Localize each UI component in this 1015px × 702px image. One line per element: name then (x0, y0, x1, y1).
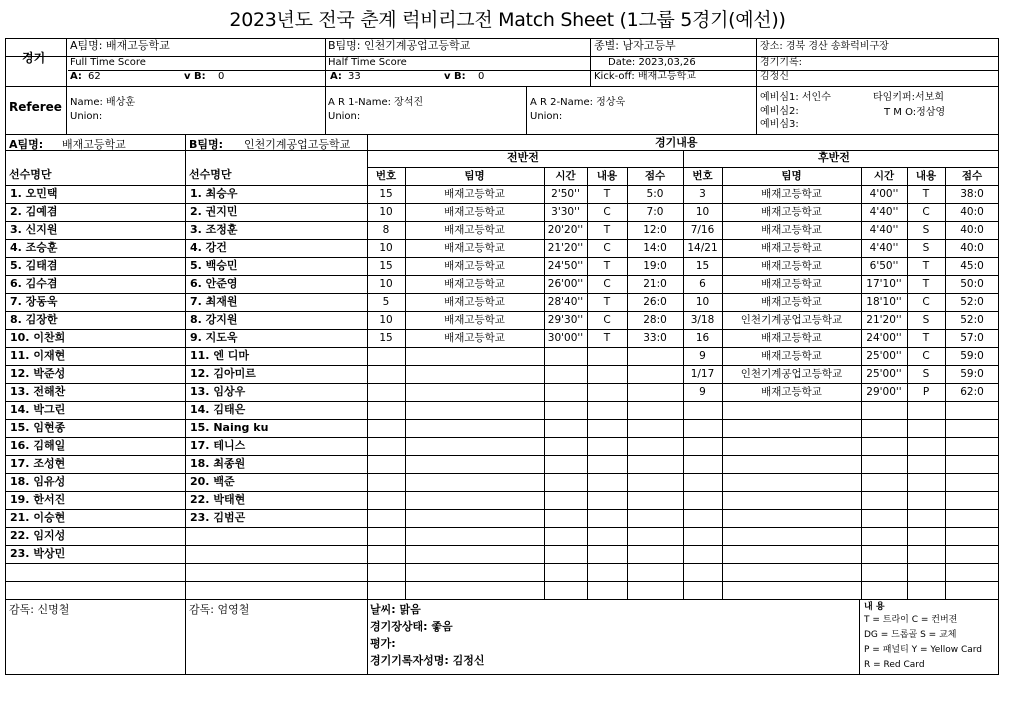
first-half-column-header: 팀명 (464, 170, 485, 182)
second-half-cell: 7/16 (690, 224, 715, 236)
half-score-a: 33 (348, 71, 361, 82)
first-half-cell: 배재고등학교 (444, 188, 505, 200)
player-a: 21. 이승현 (10, 511, 66, 524)
first-half-cell: 5 (382, 296, 390, 308)
second-half-cell: 배재고등학교 (761, 188, 822, 200)
second-half-cell: 3/18 (690, 314, 715, 326)
second-half-cell: 17'10'' (866, 278, 902, 290)
grid-line-h (5, 86, 999, 87)
reserve-referee-2: 예비심2: (760, 106, 799, 117)
first-half-cell: 24'50'' (547, 260, 584, 272)
player-b: 4. 강건 (190, 241, 227, 254)
review: 평가: (370, 637, 396, 650)
full-score-a-label: A: (70, 71, 82, 82)
grid-line-v (756, 38, 757, 134)
first-half-cell: T (603, 332, 611, 344)
second-half-cell: 9 (699, 386, 706, 398)
second-half-cell: 10 (695, 206, 710, 218)
second-half-cell: 57:0 (960, 332, 984, 344)
half-score-b-label: v B: (444, 71, 466, 82)
second-half-cell: 배재고등학교 (761, 260, 822, 272)
second-half-cell: 3 (699, 188, 706, 200)
player-b: 13. 임상우 (190, 385, 246, 398)
half-score-a-label: A: (330, 71, 342, 82)
first-half-cell: T (603, 224, 611, 236)
second-half-cell: 인천기계공업고등학교 (740, 314, 843, 326)
grid-line-h (5, 581, 999, 582)
first-half-cell: 배재고등학교 (444, 278, 505, 290)
player-a: 6. 김수겸 (10, 277, 58, 290)
tmo: T M O:정삼영 (884, 107, 946, 118)
full-score-b: 0 (218, 71, 225, 82)
grid-line-h (5, 599, 999, 600)
first-half-cell: 3'30'' (551, 206, 580, 218)
player-a: 7. 장동욱 (10, 295, 58, 308)
first-half-cell: 33:0 (643, 332, 667, 344)
first-half-cell: 배재고등학교 (444, 260, 505, 272)
first-half-cell: C (603, 206, 611, 218)
second-half-cell: S (922, 368, 930, 380)
grid-line-h (5, 545, 999, 546)
match-date: Date: 2023,03,26 (608, 57, 696, 68)
second-half-cell: S (922, 224, 930, 236)
second-half-cell: 24'00'' (866, 332, 902, 344)
second-half-cell: 배재고등학교 (761, 350, 822, 362)
half-time-label: Half Time Score (328, 57, 407, 68)
player-b: 18. 최종원 (190, 457, 246, 470)
player-b: 9. 지도욱 (190, 331, 238, 344)
grid-line-h (5, 401, 999, 402)
first-half-cell: 배재고등학교 (444, 314, 505, 326)
ar1-union: Union: (328, 111, 361, 122)
first-half-cell: 20'20'' (547, 224, 584, 236)
legend-line-2: DG = 드롭골 S = 교체 (864, 630, 957, 640)
second-half-cell: 배재고등학교 (761, 278, 822, 290)
player-a: 10. 이찬희 (10, 331, 66, 344)
second-half-column-header: 번호 (692, 170, 713, 182)
legend-line-3: P = 패널티 Y = Yellow Card (864, 645, 983, 655)
second-half-cell: 배재고등학교 (761, 296, 822, 308)
player-b: 23. 김범곤 (190, 511, 246, 524)
grid-line-v (66, 38, 67, 134)
legend-title: 내 용 (864, 602, 885, 612)
second-half-header: 후반전 (818, 151, 850, 164)
full-time-label: Full Time Score (70, 57, 146, 68)
first-half-column-header: 번호 (375, 170, 397, 182)
first-half-cell: 28:0 (643, 314, 667, 326)
first-half-cell: T (603, 296, 611, 308)
second-half-cell: 52:0 (960, 314, 984, 326)
player-b: 8. 강지원 (190, 313, 238, 326)
coach-a: 감독: 신명철 (9, 603, 70, 616)
grid-line-h (5, 455, 999, 456)
grid-line-v (185, 134, 186, 675)
category-field: 종별: 남자고등부 (594, 39, 676, 52)
first-half-cell: C (603, 278, 611, 290)
referee-label: Referee (9, 100, 62, 114)
roster-header-b: 선수명단 (189, 168, 232, 181)
reserve-referee-3: 예비심3: (760, 119, 799, 130)
ar2-name: A R 2-Name: 정상욱 (530, 97, 626, 108)
first-half-cell: 8 (382, 224, 390, 236)
second-half-cell: 38:0 (960, 188, 984, 200)
second-half-cell: 배재고등학교 (761, 242, 822, 254)
second-half-cell: 52:0 (960, 296, 984, 308)
second-half-cell: 인천기계공업고등학교 (740, 368, 843, 380)
player-a: 8. 김장한 (10, 313, 58, 326)
player-a: 11. 이재현 (10, 349, 66, 362)
player-a: 17. 조성현 (10, 457, 66, 470)
first-half-cell: 21'20'' (547, 242, 584, 254)
player-b: 14. 김태은 (190, 403, 246, 416)
second-half-cell: 45:0 (960, 260, 984, 272)
first-half-cell: 30'00'' (547, 332, 584, 344)
reserve-referee-1: 예비심1: 서인수 (760, 92, 831, 103)
weather: 날씨: 맑음 (370, 603, 421, 616)
player-b: 12. 김아미르 (190, 367, 256, 380)
second-half-cell: 1/17 (690, 368, 715, 380)
first-half-cell: 배재고등학교 (444, 206, 505, 218)
player-a: 14. 박그린 (10, 403, 66, 416)
second-half-cell: T (922, 260, 930, 272)
grid-line-v (590, 38, 591, 86)
player-a: 1. 오민택 (10, 187, 58, 200)
player-b: 5. 백승민 (190, 259, 238, 272)
first-half-cell: 배재고등학교 (444, 224, 505, 236)
second-half-cell: 29'00'' (866, 386, 902, 398)
team-b-label: B팀명: (189, 138, 224, 151)
player-b: 20. 백준 (190, 475, 235, 488)
legend-line-4: R = Red Card (864, 660, 925, 670)
second-half-cell: S (922, 314, 930, 326)
referee-name: Name: 배상훈 (70, 97, 136, 108)
first-half-cell: 15 (379, 260, 393, 272)
second-half-column-header: 팀명 (781, 170, 802, 182)
grid-line-v (526, 86, 527, 134)
second-half-cell: 15 (695, 260, 710, 272)
venue-field: 장소: 경북 경산 송화럭비구장 (760, 41, 889, 52)
player-a: 5. 김태겸 (10, 259, 58, 272)
recorder-name: 김정신 (760, 71, 789, 82)
first-half-cell: 29'30'' (547, 314, 584, 326)
second-half-cell: 16 (695, 332, 710, 344)
game-label: 경기 (22, 51, 46, 65)
first-half-cell: 10 (379, 314, 393, 326)
first-half-cell: 28'40'' (547, 296, 584, 308)
player-b: 1. 최승우 (190, 187, 238, 200)
player-b: 6. 안준영 (190, 277, 238, 290)
roster-header-a: 선수명단 (9, 168, 52, 181)
grid-line-v (859, 599, 860, 675)
first-half-cell: 12:0 (643, 224, 667, 236)
first-half-cell: 15 (379, 332, 393, 344)
first-half-cell: 배재고등학교 (444, 332, 505, 344)
first-half-cell: 2'50'' (551, 188, 580, 200)
player-a: 3. 신지원 (10, 223, 58, 236)
player-a: 18. 임유성 (10, 475, 66, 488)
first-half-cell: C (603, 314, 611, 326)
grid-line-h (68, 70, 999, 71)
kickoff-field: Kick-off: 배재고등학교 (594, 71, 696, 82)
ar2-union: Union: (530, 111, 563, 122)
second-half-cell: 18'10'' (866, 296, 902, 308)
player-a: 19. 한서진 (10, 493, 66, 506)
team-a-field: A팀명: 배재고등학교 (70, 39, 170, 52)
second-half-cell: 25'00'' (866, 368, 902, 380)
grid-line-v (325, 38, 326, 86)
first-half-cell: 15 (379, 188, 393, 200)
ar1-name: A R 1-Name: 장석진 (328, 97, 424, 108)
first-half-cell: 19:0 (643, 260, 667, 272)
sheet-title: 2023년도 전국 춘계 럭비리그전 Match Sheet (1그룹 5경기(예선)) (229, 9, 786, 31)
full-score-b-label: v B: (184, 71, 206, 82)
full-score-a: 62 (88, 71, 101, 82)
grid-line-h (5, 473, 999, 474)
team-a-label: A팀명: (9, 138, 44, 151)
second-half-column-header: 시간 (873, 170, 895, 182)
second-half-cell: C (922, 206, 930, 218)
grid-line-h (5, 437, 999, 438)
timekeeper: 타임키퍼:서보희 (873, 92, 944, 103)
first-half-cell: T (603, 260, 611, 272)
second-half-cell: 62:0 (960, 386, 984, 398)
player-a: 13. 전해찬 (10, 385, 66, 398)
second-half-cell: 4'40'' (869, 242, 899, 254)
first-half-cell: 7:0 (646, 206, 664, 218)
half-score-b: 0 (478, 71, 485, 82)
second-half-cell: 4'40'' (869, 206, 899, 218)
ground-condition: 경기장상태: 좋음 (370, 620, 453, 633)
first-half-cell: 10 (379, 206, 393, 218)
second-half-cell: 4'40'' (869, 224, 899, 236)
second-half-cell: 6 (699, 278, 706, 290)
recorder-label: 경기기록: (760, 57, 803, 68)
coach-b: 감독: 엄영철 (189, 603, 250, 616)
second-half-cell: T (922, 278, 930, 290)
first-half-cell: 배재고등학교 (444, 296, 505, 308)
player-a: 12. 박준성 (10, 367, 66, 380)
first-half-cell: 10 (379, 242, 393, 254)
grid-line-h (5, 134, 999, 135)
second-half-column-header: 내용 (915, 170, 937, 182)
first-half-cell: T (603, 188, 611, 200)
second-half-cell: 40:0 (960, 206, 984, 218)
second-half-cell: P (922, 386, 930, 398)
second-half-cell: S (922, 242, 930, 254)
second-half-cell: 21'20'' (866, 314, 902, 326)
second-half-cell: 배재고등학교 (761, 206, 822, 218)
first-half-cell: 26'00'' (547, 278, 584, 290)
grid-line-h (5, 491, 999, 492)
player-a: 23. 박상민 (10, 547, 66, 560)
player-a: 16. 김해일 (10, 439, 66, 452)
second-half-cell: 6'50'' (869, 260, 899, 272)
player-b: 2. 권지민 (190, 205, 238, 218)
second-half-cell: T (922, 188, 930, 200)
player-b: 22. 박태현 (190, 493, 246, 506)
player-b: 15. Naing ku (190, 421, 269, 434)
first-half-header: 전반전 (507, 151, 539, 164)
first-half-column-header: 시간 (555, 170, 576, 182)
first-half-cell: 26:0 (643, 296, 667, 308)
second-half-cell: C (922, 350, 930, 362)
player-b: 11. 엔 디마 (190, 349, 250, 362)
grid-line-v (325, 86, 326, 134)
second-half-cell: 40:0 (960, 242, 984, 254)
player-a: 4. 조승훈 (10, 241, 58, 254)
player-b: 17. 테니스 (190, 439, 246, 452)
second-half-cell: 4'00'' (869, 188, 899, 200)
team-b-name: 인천기계공업고등학교 (244, 138, 351, 151)
first-half-cell: 5:0 (646, 188, 664, 200)
grid-line-h (5, 56, 999, 57)
second-half-cell: 배재고등학교 (761, 386, 822, 398)
second-half-cell: T (922, 332, 930, 344)
second-half-cell: 9 (699, 350, 706, 362)
second-half-cell: 25'00'' (866, 350, 902, 362)
player-a: 2. 김예겸 (10, 205, 58, 218)
team-b-field: B팀명: 인천기계공업고등학교 (328, 39, 471, 52)
second-half-cell: 40:0 (960, 224, 984, 236)
first-half-cell: 21:0 (643, 278, 667, 290)
player-a: 22. 임지성 (10, 529, 66, 542)
first-half-cell: C (603, 242, 611, 254)
second-half-cell: 10 (695, 296, 710, 308)
second-half-cell: 50:0 (960, 278, 984, 290)
record-signer: 경기기록자성명: 김정신 (370, 654, 485, 667)
first-half-column-header: 점수 (644, 170, 666, 182)
grid-line-h (5, 563, 999, 564)
second-half-column-header: 점수 (961, 170, 983, 182)
grid-line-h (5, 509, 999, 510)
player-b: 7. 최재원 (190, 295, 238, 308)
second-half-cell: 59:0 (960, 350, 984, 362)
match-section-title: 경기내용 (655, 136, 698, 149)
second-half-cell: 배재고등학교 (761, 224, 822, 236)
referee-union: Union: (70, 111, 103, 122)
first-half-cell: 10 (379, 278, 393, 290)
player-b: 3. 조정훈 (190, 223, 238, 236)
second-half-cell: C (922, 296, 930, 308)
second-half-cell: 14/21 (687, 242, 718, 254)
team-a-name: 배재고등학교 (62, 138, 126, 151)
second-half-cell: 배재고등학교 (761, 332, 822, 344)
first-half-cell: 배재고등학교 (444, 242, 505, 254)
legend-line-1: T = 트라이 C = 컨버젼 (864, 615, 958, 625)
first-half-column-header: 내용 (596, 170, 618, 182)
grid-line-h (5, 527, 999, 528)
grid-line-h (5, 419, 999, 420)
first-half-cell: 14:0 (643, 242, 667, 254)
second-half-cell: 59:0 (960, 368, 984, 380)
player-a: 15. 임현종 (10, 421, 66, 434)
